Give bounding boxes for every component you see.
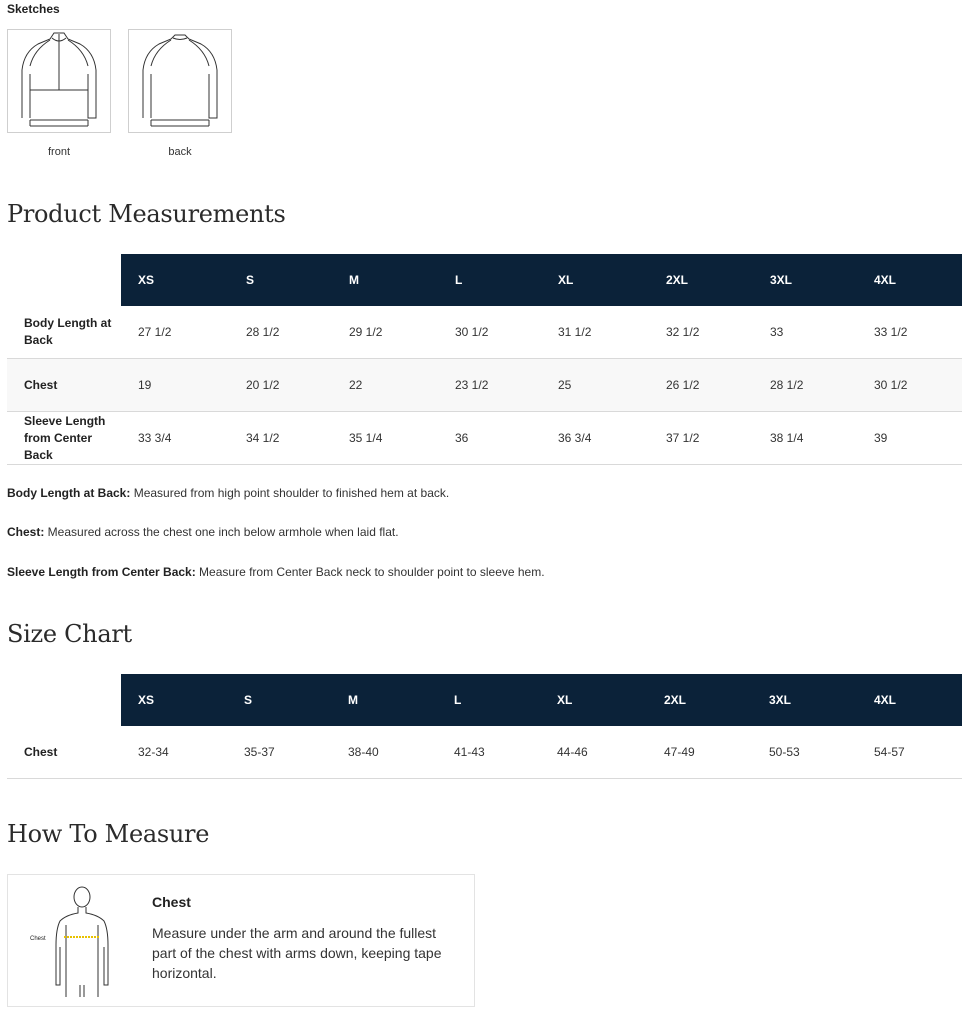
table-cell: 20 1/2 [229, 359, 332, 412]
table-cell: 30 1/2 [438, 306, 541, 359]
size-header-m: M [331, 674, 437, 726]
table-cell: 50-53 [752, 726, 857, 779]
sketch-back-image[interactable] [128, 29, 232, 133]
measure-item-text: Measure under the arm and around the fullest part of the chest with arms down, keeping tape horizontal. [152, 925, 442, 981]
note-text: Measured from high point shoulder to finished hem at back. [130, 486, 450, 500]
size-header-2xl: 2XL [647, 674, 752, 726]
row-label-sleeve-length: Sleeve Length from Center Back [7, 412, 121, 465]
note-term: Body Length at Back: [7, 486, 131, 500]
table-cell: 35-37 [227, 726, 331, 779]
size-header-row [7, 674, 962, 726]
header-corner [7, 254, 121, 306]
table-cell: 19 [121, 359, 229, 412]
table-cell: 47-49 [647, 726, 752, 779]
body-figure [26, 885, 126, 1000]
how-to-measure-title: How To Measure [7, 820, 210, 848]
sketch-back-caption: back [168, 146, 192, 158]
table-cell: 44-46 [540, 726, 647, 779]
size-header-2xl: 2XL [649, 254, 753, 306]
note-text: Measured across the chest one inch below armhole when laid flat. [44, 525, 399, 539]
table-cell: 28 1/2 [753, 359, 857, 412]
size-header-l: L [437, 674, 540, 726]
row-label-chest: Chest [7, 726, 121, 779]
note-text: Measure from Center Back neck to shoulder point to sleeve hem. [195, 565, 545, 579]
table-cell: 35 1/4 [332, 412, 438, 465]
table-cell: 37 1/2 [649, 412, 753, 465]
note-chest [7, 525, 399, 539]
measure-card [7, 874, 475, 1007]
table-cell: 23 1/2 [438, 359, 541, 412]
table-row [7, 359, 962, 412]
table-cell: 25 [541, 359, 649, 412]
size-header-s: S [227, 674, 331, 726]
sketches-heading: Sketches [7, 2, 60, 16]
size-header-m: M [332, 254, 438, 306]
table-row [7, 306, 962, 359]
size-header-row [7, 254, 962, 306]
size-chart-table [7, 674, 962, 779]
table-cell: 36 3/4 [541, 412, 649, 465]
jacket-front-icon [8, 30, 110, 132]
table-cell: 26 1/2 [649, 359, 753, 412]
table-cell: 38-40 [331, 726, 437, 779]
jacket-back-icon [129, 30, 231, 132]
size-header-4xl: 4XL [857, 254, 962, 306]
table-cell: 29 1/2 [332, 306, 438, 359]
size-header-3xl: 3XL [752, 674, 857, 726]
table-cell: 33 [753, 306, 857, 359]
row-label-body-length: Body Length at Back [7, 306, 121, 359]
note-term: Chest: [7, 525, 45, 539]
size-header-xl: XL [541, 254, 649, 306]
table-cell: 33 1/2 [857, 306, 962, 359]
row-label-chest: Chest [7, 359, 121, 412]
table-cell: 32-34 [121, 726, 227, 779]
table-cell: 33 3/4 [121, 412, 229, 465]
table-cell: 34 1/2 [229, 412, 332, 465]
size-header-xs: XS [121, 254, 229, 306]
size-header-xs: XS [121, 674, 227, 726]
size-header-l: L [438, 254, 541, 306]
note-sleeve-length [7, 565, 545, 579]
table-cell: 30 1/2 [857, 359, 962, 412]
body-outline-icon [26, 885, 126, 1000]
measure-item-title: Chest [152, 894, 191, 910]
size-header-4xl: 4XL [857, 674, 962, 726]
table-cell: 31 1/2 [541, 306, 649, 359]
table-cell: 54-57 [857, 726, 962, 779]
product-measurements-table [7, 254, 962, 465]
table-cell: 36 [438, 412, 541, 465]
sketch-front-image[interactable] [7, 29, 111, 133]
note-term: Sleeve Length from Center Back: [7, 565, 196, 579]
figure-chest-label: Chest [30, 936, 46, 942]
table-row [7, 412, 962, 465]
table-cell: 39 [857, 412, 962, 465]
table-cell: 32 1/2 [649, 306, 753, 359]
size-header-xl: XL [540, 674, 647, 726]
table-cell: 27 1/2 [121, 306, 229, 359]
table-row [7, 726, 962, 779]
size-header-3xl: 3XL [753, 254, 857, 306]
sketch-front-caption: front [47, 146, 70, 158]
table-cell: 22 [332, 359, 438, 412]
table-cell: 41-43 [437, 726, 540, 779]
table-cell: 28 1/2 [229, 306, 332, 359]
size-header-s: S [229, 254, 332, 306]
product-measurements-title: Product Measurements [7, 200, 286, 228]
table-cell: 38 1/4 [753, 412, 857, 465]
note-body-length [7, 486, 449, 500]
size-chart-title: Size Chart [7, 620, 132, 648]
header-corner [7, 674, 121, 726]
